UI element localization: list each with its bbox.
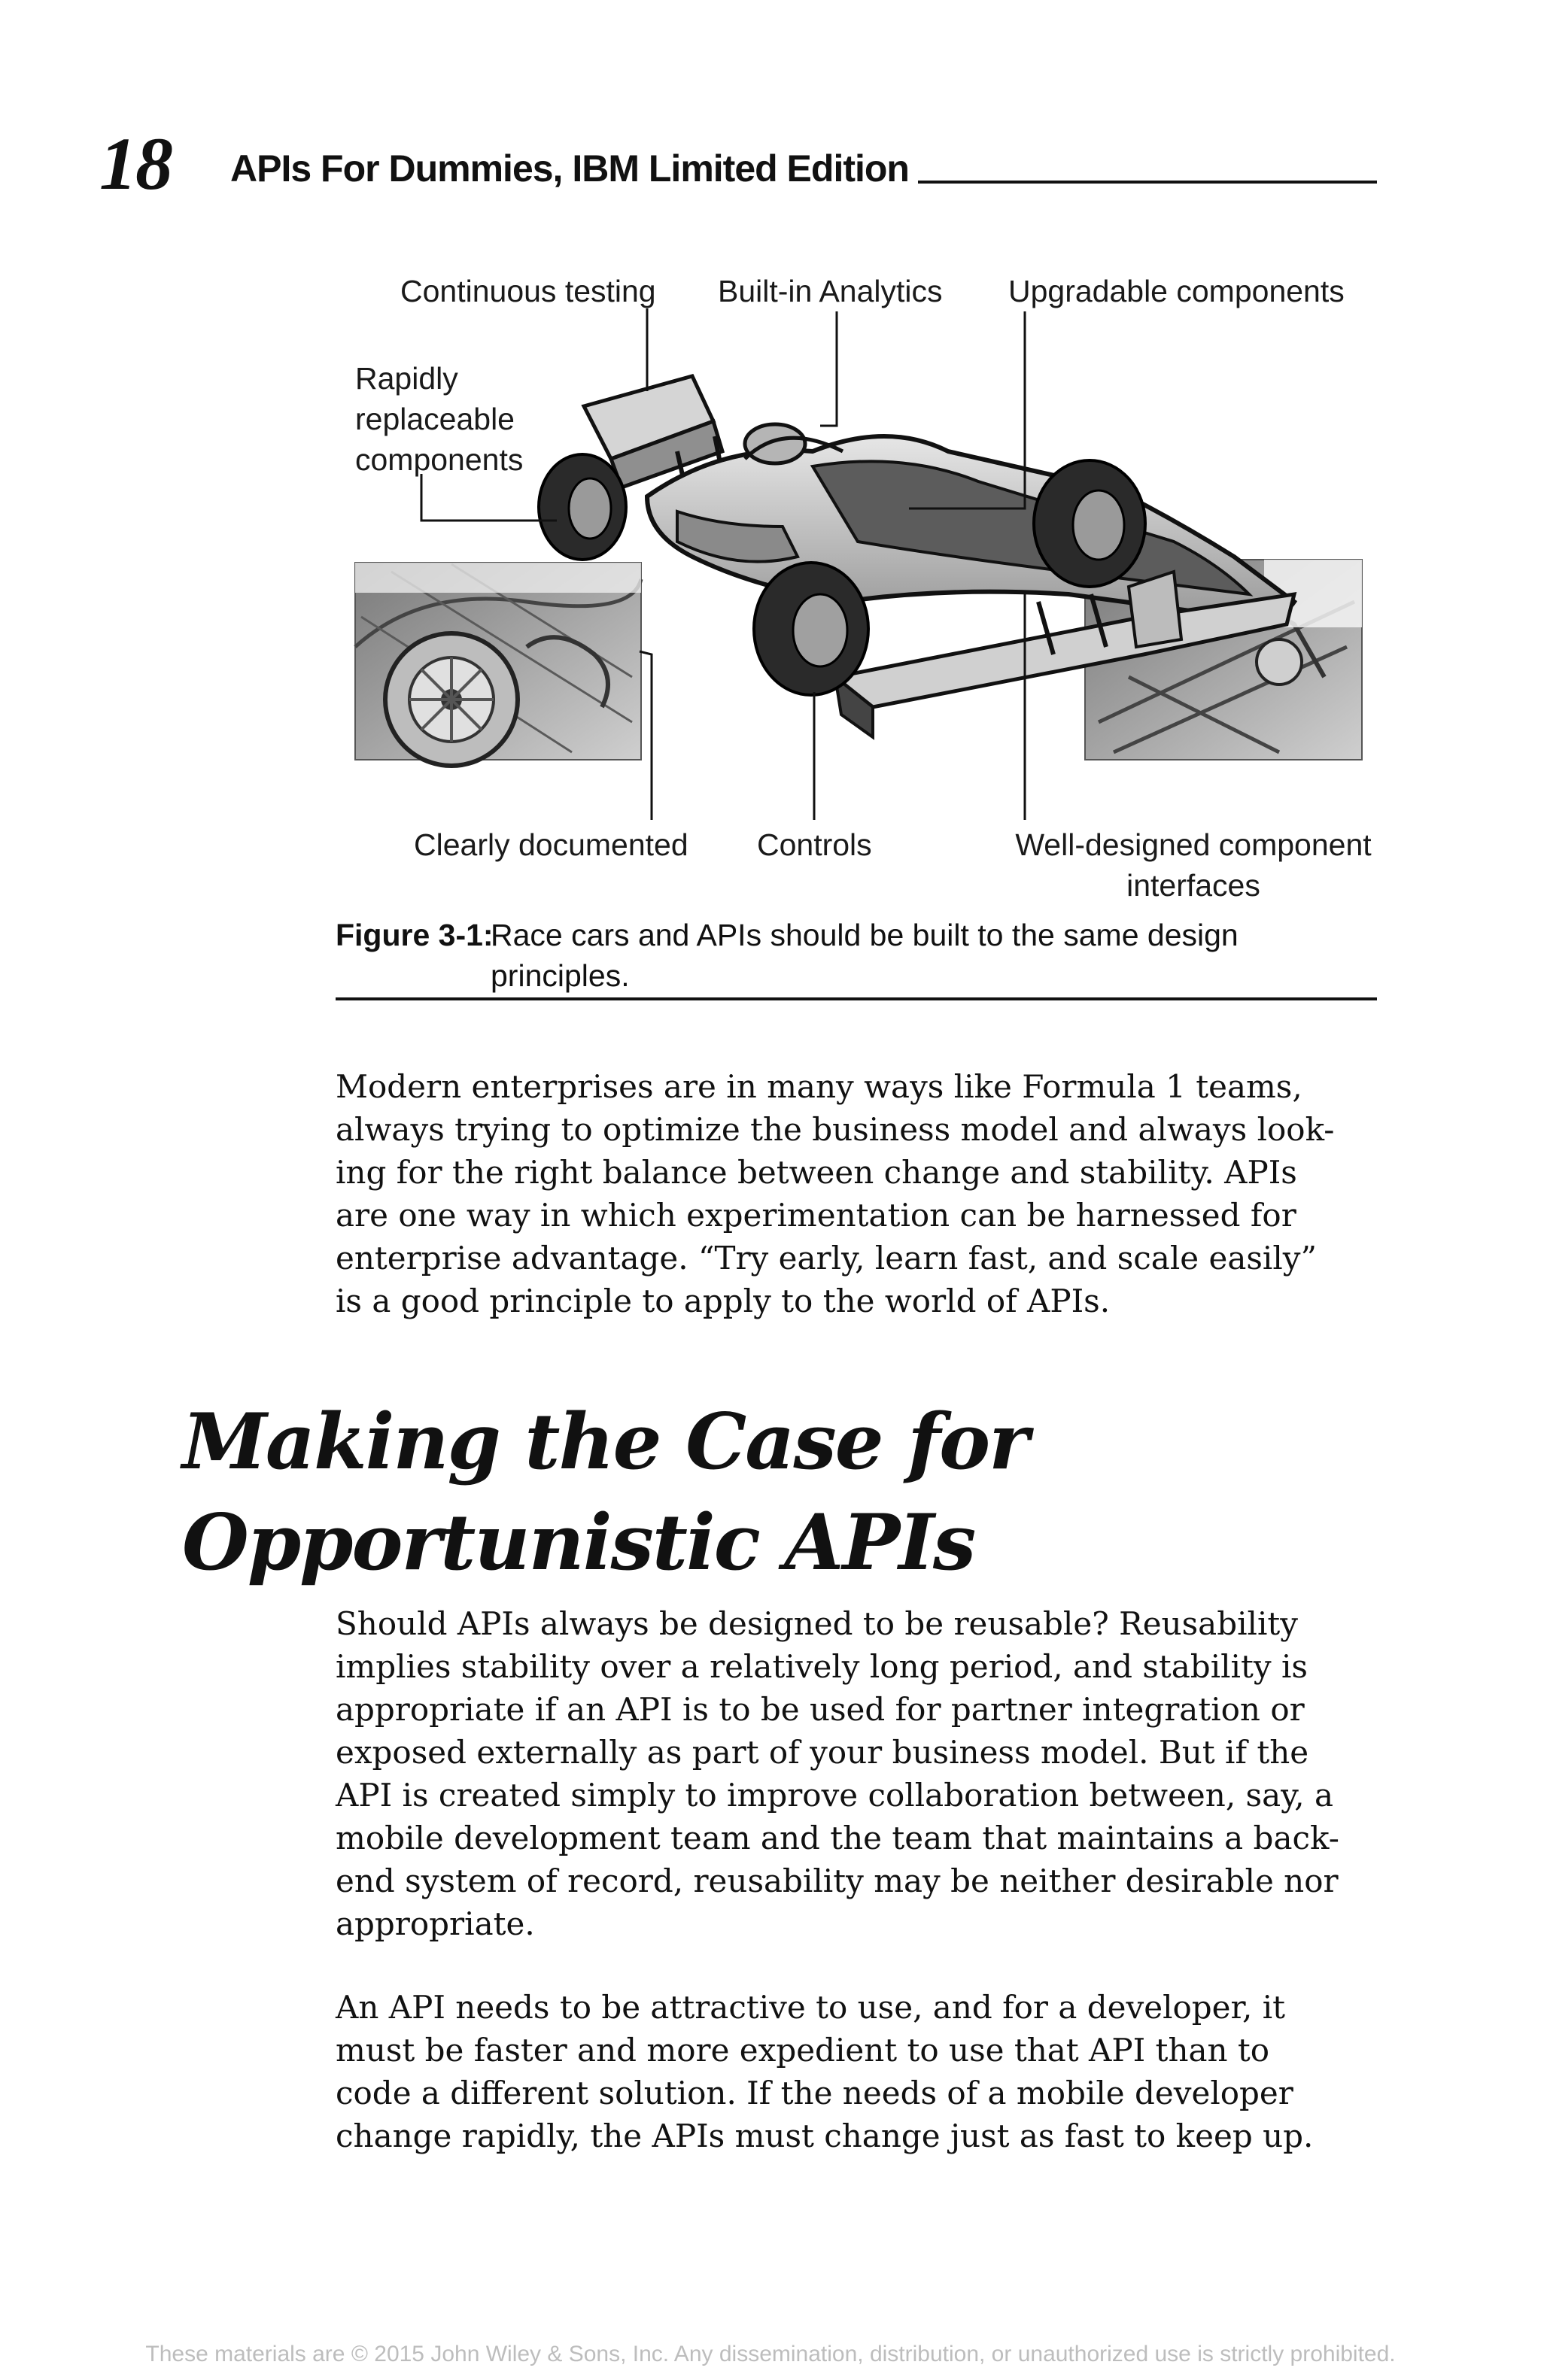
caption-label: Figure 3-1: bbox=[336, 918, 494, 952]
paragraph-line: API is created simply to improve collaboration between, say, a bbox=[336, 1777, 1334, 1814]
paragraph-line: must be faster and more expedient to use that API than to bbox=[336, 2032, 1270, 2069]
paragraph-line: appropriate. bbox=[336, 1905, 535, 1942]
paragraph-line: implies stability over a relatively long period, and stability is bbox=[336, 1648, 1308, 1685]
callout-rapidly-replaceable bbox=[355, 358, 523, 480]
paragraph-line: mobile development team and the team that maintains a back- bbox=[336, 1820, 1339, 1856]
callout-rapidly-replaceable-line: Rapidly bbox=[355, 361, 458, 396]
attractive-api-paragraph bbox=[336, 1986, 1389, 2157]
callout-built-in-analytics: Built-in Analytics bbox=[718, 274, 943, 308]
callout-well-designed-line: interfaces bbox=[1126, 868, 1260, 903]
callout-well-designed-interfaces bbox=[998, 824, 1389, 906]
paragraph-line: is a good principle to apply to the world of APIs. bbox=[336, 1283, 1111, 1319]
paragraph-line: code a different solution. If the needs of a mobile developer bbox=[336, 2075, 1293, 2111]
caption-second-line: principles. bbox=[491, 958, 630, 993]
callout-clearly-documented: Clearly documented bbox=[414, 827, 688, 862]
race-car-illustration bbox=[0, 0, 1541, 918]
paragraph-line: are one way in which experimentation can be harnessed for bbox=[336, 1197, 1296, 1234]
running-title: APIs For Dummies, IBM Limited Edition bbox=[230, 147, 909, 190]
paragraph-line: always trying to optimize the business model and always look- bbox=[336, 1111, 1335, 1148]
callout-rapidly-replaceable-line: components bbox=[355, 442, 524, 477]
intro-paragraph bbox=[336, 1065, 1389, 1322]
paragraph-line: change rapidly, the APIs must change just as fast to keep up. bbox=[336, 2117, 1314, 2154]
paragraph-line: ing for the right balance between change and stability. APIs bbox=[336, 1154, 1297, 1191]
reusability-paragraph bbox=[336, 1602, 1389, 1945]
paragraph-line: Modern enterprises are in many ways like Formula 1 teams, bbox=[336, 1068, 1302, 1105]
paragraph-line: appropriate if an API is to be used for partner integration or bbox=[336, 1691, 1305, 1728]
callout-continuous-testing: Continuous testing bbox=[400, 274, 656, 308]
caption-rule bbox=[336, 997, 1377, 1000]
callout-controls: Controls bbox=[757, 827, 872, 862]
paragraph-line: exposed externally as part of your business model. But if the bbox=[336, 1734, 1309, 1771]
section-heading bbox=[182, 1392, 1028, 1593]
copyright-footer: These materials are © 2015 John Wiley & Sons, Inc. Any dissemination, distribution, or unauthorized use is strictly prohibited. bbox=[145, 2342, 1396, 2366]
caption-text: Race cars and APIs should be built to the same design bbox=[491, 918, 1239, 952]
caption-first-line bbox=[336, 915, 1381, 955]
paragraph-line: Should APIs always be designed to be reusable? Reusability bbox=[336, 1605, 1298, 1642]
page-number: 18 bbox=[99, 122, 172, 205]
section-heading-line: Opportunistic APIs bbox=[182, 1498, 975, 1588]
callout-upgradable-components: Upgradable components bbox=[1008, 274, 1345, 308]
paragraph-line: enterprise advantage. “Try early, learn fast, and scale easily” bbox=[336, 1240, 1317, 1277]
paragraph-line: end system of record, reusability may be neither desirable nor bbox=[336, 1862, 1339, 1899]
section-heading-line: Making the Case for bbox=[182, 1397, 1028, 1487]
callout-rapidly-replaceable-line: replaceable bbox=[355, 402, 515, 436]
engine-detail-inset bbox=[355, 563, 641, 766]
figure-caption bbox=[336, 915, 1381, 996]
paragraph-line: An API needs to be attractive to use, and for a developer, it bbox=[336, 1989, 1286, 2026]
callout-well-designed-line: Well-designed component bbox=[1015, 827, 1372, 862]
